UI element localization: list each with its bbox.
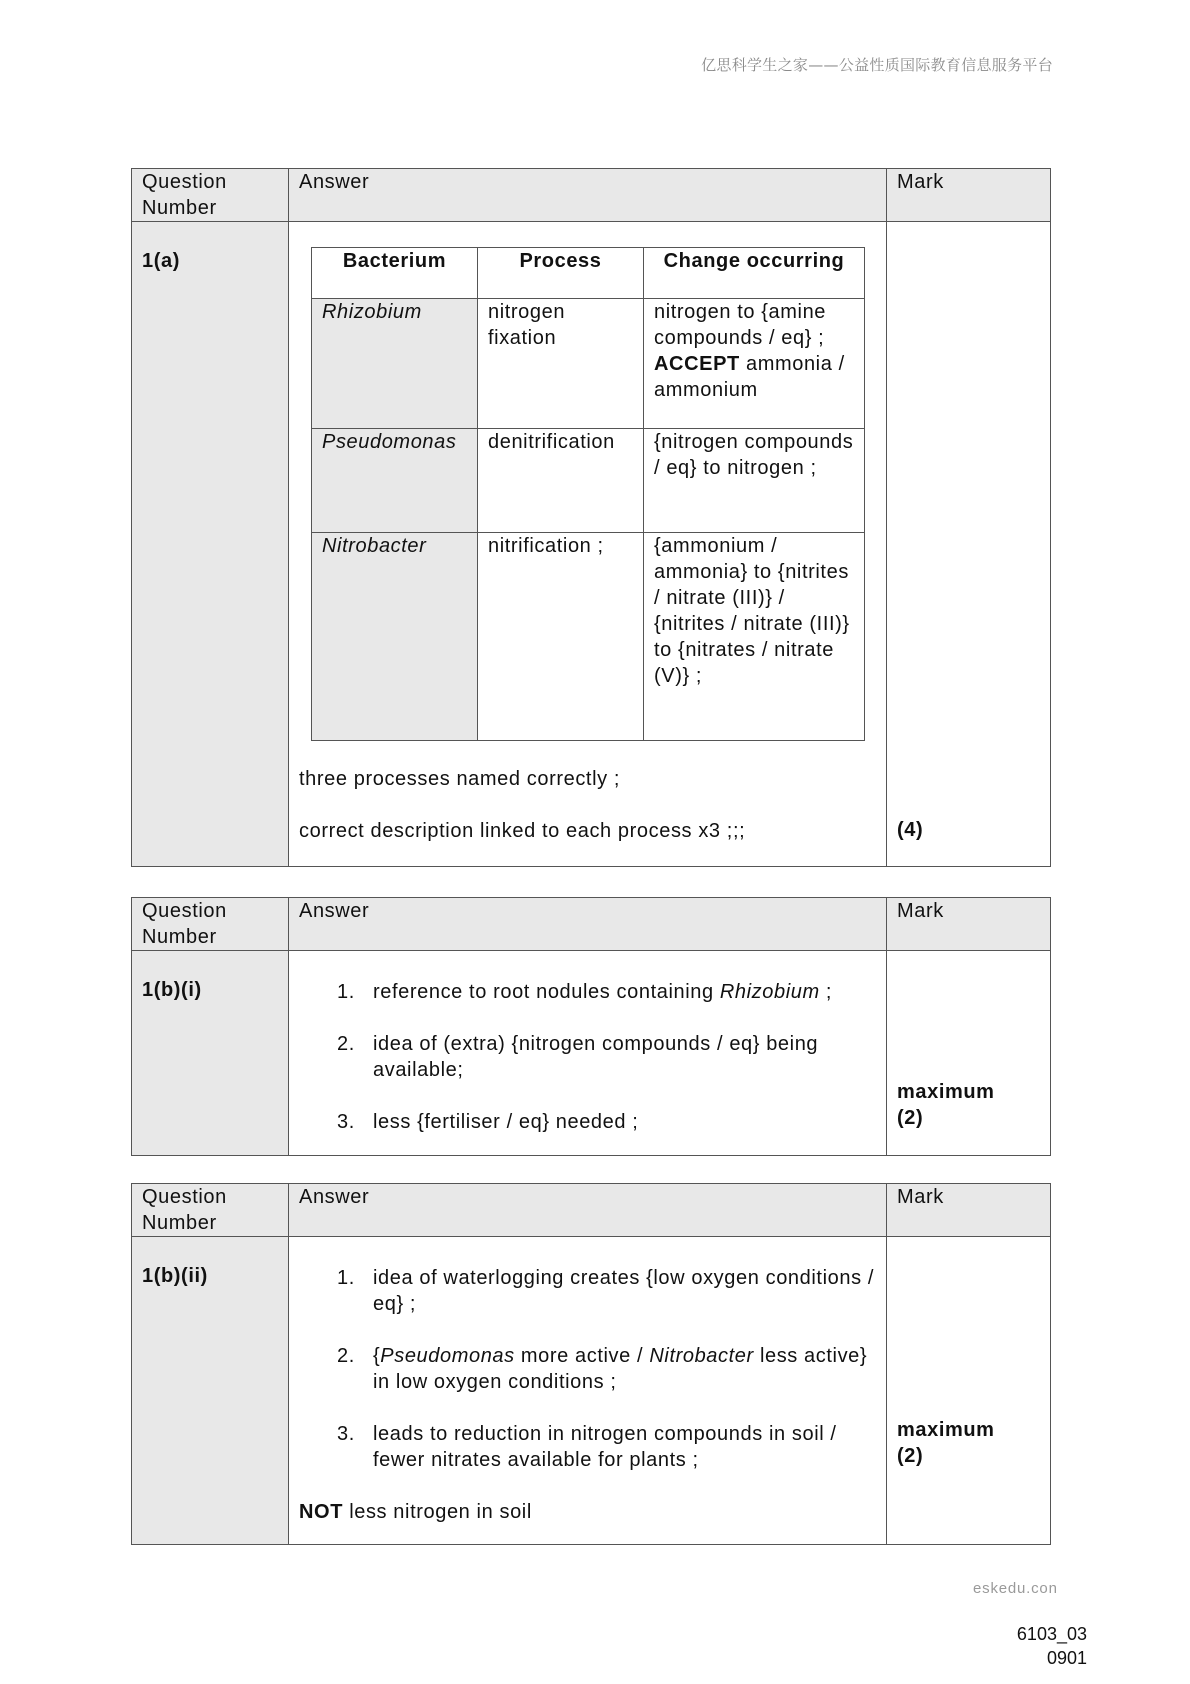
- site-footer-text: eskedu.con: [973, 1580, 1058, 1597]
- question-number: 1(a): [132, 222, 289, 867]
- process-name: denitrification: [478, 429, 644, 533]
- list-item: 1. idea of waterlogging creates {low oxygen conditions / eq} ;: [337, 1267, 874, 1315]
- answer-cell: [289, 1237, 887, 1545]
- question-number: 1(b)(ii): [132, 1237, 289, 1545]
- answer-note: three processes named correctly ;: [299, 768, 621, 790]
- table-row: [312, 533, 865, 741]
- bacterium-name: Nitrobacter: [312, 533, 478, 741]
- table-row: [312, 299, 865, 429]
- process-name: nitrogen fixation: [478, 299, 644, 429]
- list-item: 1. reference to root nodules containing Rhizobium ;: [337, 981, 833, 1003]
- answer-list: [289, 979, 886, 1135]
- change-header: Change occurring: [644, 248, 865, 299]
- question-number-header: Question Number: [132, 898, 289, 951]
- mark-value: maximum (2): [897, 1419, 995, 1467]
- mark-header: Mark: [887, 898, 1051, 951]
- answer-note: correct description linked to each process x3 ;;;: [299, 820, 746, 842]
- answer-list: [289, 1265, 886, 1473]
- process-name: nitrification ;: [478, 533, 644, 741]
- bacterium-name: Rhizobium: [312, 299, 478, 429]
- document-code: 6103_03 0901: [1016, 1624, 1087, 1668]
- question-table-1bii: [131, 1183, 1051, 1545]
- question-number: 1(b)(i): [132, 951, 289, 1156]
- question-number-header: Question Number: [132, 169, 289, 222]
- question-table-1bi: [131, 897, 1051, 1156]
- change-text: {nitrogen compounds / eq} to nitrogen ;: [644, 429, 865, 533]
- bacterium-name: Pseudomonas: [312, 429, 478, 533]
- site-header-text: 亿思科学生之家——公益性质国际教育信息服务平台: [701, 56, 1053, 74]
- answer-header: Answer: [289, 898, 887, 951]
- answer-header: Answer: [289, 1184, 887, 1237]
- mark-cell: [887, 951, 1051, 1156]
- answer-cell: [289, 951, 887, 1156]
- mark-value: (4): [897, 819, 924, 841]
- list-item: 3. less {fertiliser / eq} needed ;: [337, 1111, 639, 1133]
- question-number-header: Question Number: [132, 1184, 289, 1237]
- mark-value: maximum (2): [897, 1081, 995, 1129]
- change-text: {ammonium / ammonia} to {nitrites / nitrate (III)} / {nitrites / nitrate (III)} to {nitrates / nitrate (V)} ;: [644, 533, 865, 741]
- answer-header: Answer: [289, 169, 887, 222]
- table-row: [312, 429, 865, 533]
- process-header: Process: [478, 248, 644, 299]
- bacterium-header: Bacterium: [312, 248, 478, 299]
- bacterium-table: [311, 247, 865, 741]
- answer-cell: [289, 222, 887, 867]
- list-item: 3. leads to reduction in nitrogen compounds in soil / fewer nitrates available for plants ;: [337, 1423, 837, 1471]
- mark-header: Mark: [887, 169, 1051, 222]
- not-label: NOT: [299, 1501, 344, 1523]
- change-text: nitrogen to {amine compounds / eq} ; ACCEPT ammonia / ammonium: [644, 299, 865, 429]
- question-table-1a: [131, 168, 1051, 867]
- list-item: 2. idea of (extra) {nitrogen compounds / eq} being available;: [337, 1033, 819, 1081]
- accept-label: ACCEPT: [654, 353, 740, 375]
- mark-cell: [887, 1237, 1051, 1545]
- mark-header: Mark: [887, 1184, 1051, 1237]
- mark-cell: [887, 222, 1051, 867]
- list-item: 2. {Pseudomonas more active / Nitrobacter less active} in low oxygen conditions ;: [337, 1345, 868, 1393]
- answer-note: NOT less nitrogen in soil: [299, 1501, 532, 1523]
